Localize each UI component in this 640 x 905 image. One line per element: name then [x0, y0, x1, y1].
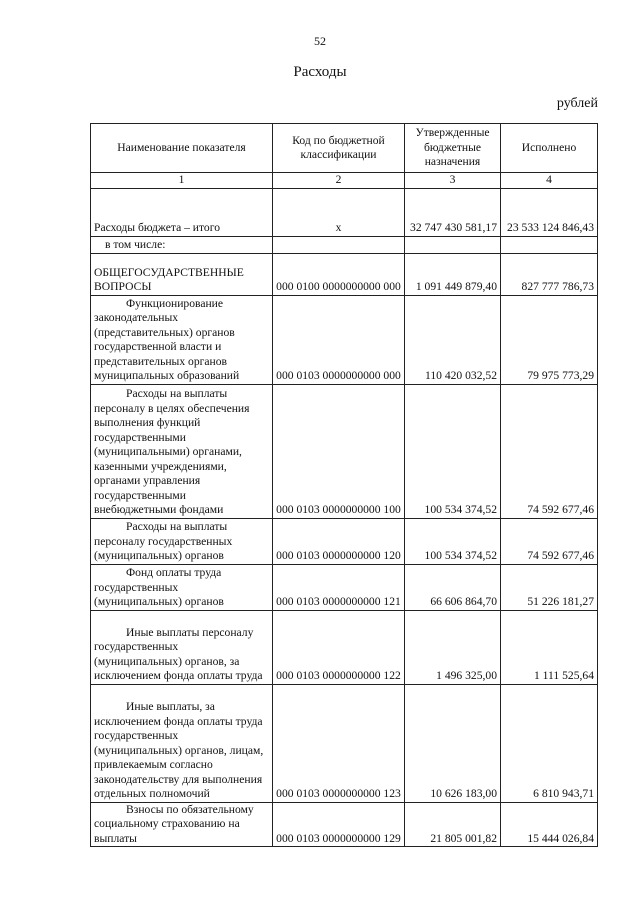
table-row [91, 236, 598, 253]
row-approved: 100 534 374,52 [405, 518, 501, 564]
row-executed: 23 533 124 846,43 [501, 188, 598, 236]
row-name [91, 610, 273, 684]
row-approved: 1 091 449 879,40 [405, 253, 501, 295]
header-executed: Исполнено [501, 124, 598, 173]
row-name-text: Иные выплаты, за исключением фонда оплаты труда государственных (муниципальных) органов, лицам, привлекаемым согласно законодательству для выполнения отдельных полномочий [94, 700, 264, 800]
table-row [91, 610, 598, 684]
row-name [91, 802, 273, 847]
column-number: 2 [273, 173, 405, 189]
row-code: 000 0103 0000000000 129 [273, 802, 405, 847]
table-row [91, 518, 598, 564]
row-name [91, 295, 273, 384]
currency-units: рублей [556, 96, 598, 111]
row-code: x [273, 188, 405, 236]
row-approved: 32 747 430 581,17 [405, 188, 501, 236]
table-row [91, 384, 598, 518]
table-row [91, 564, 598, 610]
row-name [91, 518, 273, 564]
row-code: 000 0103 0000000000 120 [273, 518, 405, 564]
row-approved: 66 606 864,70 [405, 564, 501, 610]
column-number: 4 [501, 173, 598, 189]
row-approved [405, 236, 501, 253]
row-executed: 74 592 677,46 [501, 518, 598, 564]
table-header [91, 124, 598, 189]
table-row [91, 188, 598, 236]
row-code: 000 0103 0000000000 000 [273, 295, 405, 384]
row-executed: 827 777 786,73 [501, 253, 598, 295]
row-name: в том числе: [91, 236, 273, 253]
row-approved: 1 496 325,00 [405, 610, 501, 684]
row-name [91, 384, 273, 518]
row-name-text: Иные выплаты персоналу государственных (муниципальных) органов, за исключением фонда оплаты труда [94, 625, 263, 682]
row-executed: 6 810 943,71 [501, 684, 598, 802]
row-executed [501, 236, 598, 253]
document-title: Расходы [293, 64, 347, 80]
row-name-text: Расходы на выплаты персоналу в целях обеспечения выполнения функций государственными (муниципальными) органами, казенными учреждениями, органами управления государственными внебюджетными фондами [94, 387, 250, 516]
table-row [91, 684, 598, 802]
row-name [91, 564, 273, 610]
row-executed: 1 111 525,64 [501, 610, 598, 684]
row-code: 000 0103 0000000000 121 [273, 564, 405, 610]
page-number: 52 [314, 34, 326, 48]
row-name-text: Функционирование законодательных (представительных) органов государственной власти и представительных органов муниципальных образований [94, 296, 240, 382]
header-indicator-name: Наименование показателя [91, 124, 273, 173]
row-name [91, 684, 273, 802]
row-code: 000 0103 0000000000 123 [273, 684, 405, 802]
row-approved: 21 805 001,82 [405, 802, 501, 847]
row-code: 000 0103 0000000000 100 [273, 384, 405, 518]
table-row [91, 253, 598, 295]
row-executed: 79 975 773,29 [501, 295, 598, 384]
table-row [91, 802, 598, 847]
row-executed: 15 444 026,84 [501, 802, 598, 847]
column-number: 3 [405, 173, 501, 189]
column-number: 1 [91, 173, 273, 189]
row-code: 000 0100 0000000000 000 [273, 253, 405, 295]
row-name-text: Расходы на выплаты персоналу государственных (муниципальных) органов [94, 520, 233, 562]
row-name-text: Фонд оплаты труда государственных (муниципальных) органов [94, 566, 224, 608]
row-name: Расходы бюджета – итого [91, 188, 273, 236]
table-row [91, 295, 598, 384]
column-number-row [91, 173, 598, 189]
budget-expenditure-table [90, 123, 598, 847]
row-executed: 51 226 181,27 [501, 564, 598, 610]
row-name: ОБЩЕГОСУДАРСТВЕННЫЕ ВОПРОСЫ [91, 253, 273, 295]
row-approved: 10 626 183,00 [405, 684, 501, 802]
row-approved: 100 534 374,52 [405, 384, 501, 518]
header-approved: Утвержденные бюджетные назначения [405, 124, 501, 173]
row-executed: 74 592 677,46 [501, 384, 598, 518]
row-approved: 110 420 032,52 [405, 295, 501, 384]
row-name-text: Взносы по обязательному социальному страхованию на выплаты [94, 802, 254, 845]
row-code [273, 236, 405, 253]
header-budget-code: Код по бюджетной классификации [273, 124, 405, 173]
row-code: 000 0103 0000000000 122 [273, 610, 405, 684]
